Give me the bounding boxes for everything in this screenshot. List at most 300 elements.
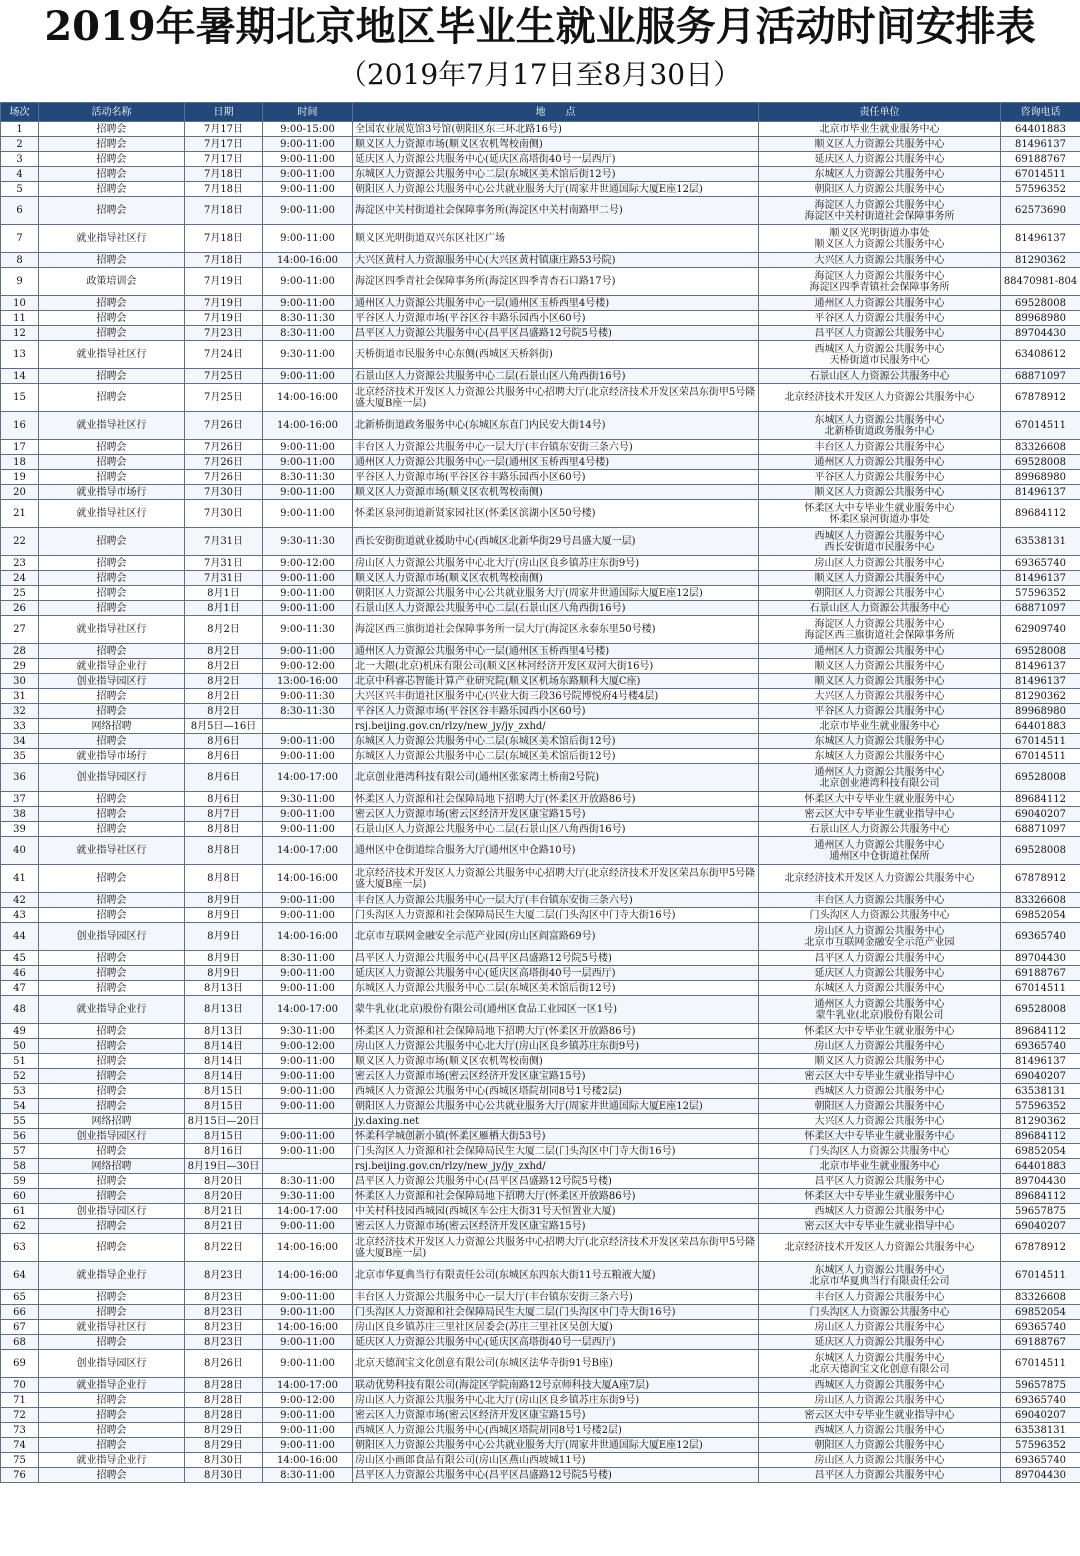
table-row — [1, 571, 1080, 586]
responsible-unit: 房山区人力资源公共服务中心 北京市互联网金融安全示范产业园 — [759, 923, 1001, 951]
responsible-unit: 房山区人力资源公共服务中心 — [759, 1453, 1001, 1468]
event-date: 8月19日—30日 — [185, 1159, 263, 1174]
activity-name: 创业指导园区行 — [39, 764, 185, 792]
session-number: 31 — [1, 689, 39, 704]
event-date: 8月15日 — [185, 1129, 263, 1144]
responsible-unit: 西城区人力资源公共服务中心 天桥街道市民服务中心 — [759, 341, 1001, 369]
responsible-unit: 朝阳区人力资源公共服务中心 — [759, 586, 1001, 601]
contact-phone: 67014511 — [1001, 981, 1080, 996]
session-number: 2 — [1, 137, 39, 152]
event-time: 8:30-11:00 — [263, 1174, 353, 1189]
session-number: 71 — [1, 1393, 39, 1408]
activity-name: 招聘会 — [39, 689, 185, 704]
event-time: 14:00-17:00 — [263, 1204, 353, 1219]
session-number: 66 — [1, 1305, 39, 1320]
table-row — [1, 268, 1080, 296]
event-time: 9:00-11:00 — [263, 601, 353, 616]
activity-name: 招聘会 — [39, 1423, 185, 1438]
event-time: 9:00-11:00 — [263, 296, 353, 311]
session-number: 62 — [1, 1219, 39, 1234]
responsible-unit: 门头沟区人力资源公共服务中心 — [759, 1144, 1001, 1159]
activity-name: 招聘会 — [39, 1438, 185, 1453]
table-row — [1, 197, 1080, 225]
session-number: 19 — [1, 470, 39, 485]
location: 平谷区人力资源市场(平谷区谷丰路乐园西小区60号) — [353, 470, 759, 485]
activity-name: 就业指导社区行 — [39, 616, 185, 644]
location: 平谷区人力资源市场(平谷区谷丰路乐园西小区60号) — [353, 704, 759, 719]
location: 通州区人力资源公共服务中心一层(通州区玉桥西里4号楼) — [353, 644, 759, 659]
contact-phone: 67014511 — [1001, 412, 1080, 440]
location: 丰台区人力资源公共服务中心一层大厅(丰台镇东安街三条六号) — [353, 1290, 759, 1305]
event-date: 8月1日 — [185, 601, 263, 616]
table-row — [1, 616, 1080, 644]
activity-name: 就业指导社区行 — [39, 837, 185, 865]
location: 大兴区黄村人力资源服务中心(大兴区黄村镇康庄路53号院) — [353, 253, 759, 268]
activity-name: 网络招聘 — [39, 1114, 185, 1129]
event-date: 7月18日 — [185, 253, 263, 268]
event-date: 8月28日 — [185, 1408, 263, 1423]
location: 昌平区人力资源公共服务中心(昌平区昌盛路12号院5号楼) — [353, 951, 759, 966]
location: 房山区人力资源公共服务中心北大厅(房山区良乡镇苏庄东街9号) — [353, 1039, 759, 1054]
contact-phone: 69365740 — [1001, 556, 1080, 571]
responsible-unit: 顺义区人力资源公共服务中心 — [759, 485, 1001, 500]
session-number: 56 — [1, 1129, 39, 1144]
event-time: 9:00-11:00 — [263, 268, 353, 296]
contact-phone: 57596352 — [1001, 1099, 1080, 1114]
activity-name: 招聘会 — [39, 528, 185, 556]
contact-phone: 69188767 — [1001, 1335, 1080, 1350]
table-row — [1, 822, 1080, 837]
table-row — [1, 528, 1080, 556]
location: 昌平区人力资源公共服务中心(昌平区昌盛路12号院5号楼) — [353, 326, 759, 341]
event-date: 7月30日 — [185, 500, 263, 528]
activity-name: 招聘会 — [39, 1335, 185, 1350]
activity-name: 招聘会 — [39, 1054, 185, 1069]
event-date: 7月19日 — [185, 296, 263, 311]
activity-name: 招聘会 — [39, 326, 185, 341]
table-row — [1, 440, 1080, 455]
location: 北京经济技术开发区人力资源公共服务中心招聘大厅(北京经济技术开发区荣昌东街甲5号隆盛大厦B座一层) — [353, 1234, 759, 1262]
event-time: 14:00-17:00 — [263, 996, 353, 1024]
location: 中关村科技园西城园(西城区车公庄大街31号天恒置业大厦) — [353, 1204, 759, 1219]
contact-phone: 69852054 — [1001, 1144, 1080, 1159]
location: 北京市互联网金融安全示范产业园(房山区阎富路69号) — [353, 923, 759, 951]
event-date: 7月18日 — [185, 225, 263, 253]
location: 房山区良乡镇苏庄三里社区居委会(苏庄三里社区吴创大厦) — [353, 1320, 759, 1335]
event-date: 8月20日 — [185, 1174, 263, 1189]
responsible-unit: 朝阳区人力资源公共服务中心 — [759, 1438, 1001, 1453]
activity-name: 就业指导企业行 — [39, 1453, 185, 1468]
responsible-unit: 顺义区人力资源公共服务中心 — [759, 137, 1001, 152]
event-time: 14:00-17:00 — [263, 1378, 353, 1393]
event-time: 9:00-11:00 — [263, 981, 353, 996]
event-time — [263, 1114, 353, 1129]
responsible-unit: 北京经济技术开发区人力资源公共服务中心 — [759, 1234, 1001, 1262]
contact-phone: 69528008 — [1001, 764, 1080, 792]
location: jy.daxing.net — [353, 1114, 759, 1129]
event-time: 9:30-11:00 — [263, 792, 353, 807]
activity-name: 招聘会 — [39, 369, 185, 384]
activity-name: 招聘会 — [39, 440, 185, 455]
location: 通州区人力资源公共服务中心一层(通州区玉桥西里4号楼) — [353, 455, 759, 470]
event-date: 7月18日 — [185, 182, 263, 197]
responsible-unit: 平谷区人力资源公共服务中心 — [759, 704, 1001, 719]
session-number: 27 — [1, 616, 39, 644]
event-time: 9:00-11:00 — [263, 571, 353, 586]
event-date: 8月20日 — [185, 1189, 263, 1204]
event-time: 14:00-16:00 — [263, 412, 353, 440]
event-time: 9:00-11:00 — [263, 1438, 353, 1453]
event-date: 7月25日 — [185, 384, 263, 412]
responsible-unit: 房山区人力资源公共服务中心 — [759, 1393, 1001, 1408]
event-date: 8月6日 — [185, 764, 263, 792]
location: 西城区人力资源公共服务中心(西城区塔院胡同8号1号楼2层) — [353, 1084, 759, 1099]
location: 平谷区人力资源市场(平谷区谷丰路乐园西小区60号) — [353, 311, 759, 326]
contact-phone: 69528008 — [1001, 455, 1080, 470]
event-date: 8月8日 — [185, 865, 263, 893]
session-number: 76 — [1, 1468, 39, 1483]
activity-name: 招聘会 — [39, 311, 185, 326]
activity-name: 就业指导社区行 — [39, 225, 185, 253]
location: 门头沟区人力资源和社会保障局民生大厦二层(门头沟区中门寺大街16号) — [353, 1144, 759, 1159]
event-date: 8月15日 — [185, 1084, 263, 1099]
event-time: 9:00-11:00 — [263, 369, 353, 384]
contact-phone: 69365740 — [1001, 1393, 1080, 1408]
responsible-unit: 顺义区光明街道办事处 顺义区人力资源公共服务中心 — [759, 225, 1001, 253]
location: 顺义区人力资源市场(顺义区农机驾校南侧) — [353, 137, 759, 152]
responsible-unit: 昌平区人力资源公共服务中心 — [759, 326, 1001, 341]
contact-phone: 69188767 — [1001, 152, 1080, 167]
event-date: 8月9日 — [185, 893, 263, 908]
activity-name: 招聘会 — [39, 1305, 185, 1320]
session-number: 13 — [1, 341, 39, 369]
contact-phone: 68871097 — [1001, 369, 1080, 384]
activity-name: 招聘会 — [39, 1099, 185, 1114]
event-time: 13:00-16:00 — [263, 674, 353, 689]
event-date: 8月9日 — [185, 923, 263, 951]
event-time: 8:30-11:30 — [263, 470, 353, 485]
table-row — [1, 500, 1080, 528]
column-header: 活动名称 — [39, 103, 185, 122]
event-date: 7月25日 — [185, 369, 263, 384]
contact-phone: 67014511 — [1001, 734, 1080, 749]
table-row — [1, 792, 1080, 807]
event-date: 8月6日 — [185, 734, 263, 749]
session-number: 37 — [1, 792, 39, 807]
column-header: 日期 — [185, 103, 263, 122]
event-date: 7月31日 — [185, 556, 263, 571]
activity-name: 招聘会 — [39, 455, 185, 470]
location: 延庆区人力资源公共服务中心(延庆区高塔街40号一层西厅) — [353, 1335, 759, 1350]
contact-phone: 69040207 — [1001, 1219, 1080, 1234]
event-time: 9:00-12:00 — [263, 1039, 353, 1054]
event-time: 9:00-11:00 — [263, 500, 353, 528]
event-time: 9:00-11:00 — [263, 1099, 353, 1114]
responsible-unit: 昌平区人力资源公共服务中心 — [759, 951, 1001, 966]
responsible-unit: 密云区大中专毕业生就业指导中心 — [759, 1069, 1001, 1084]
session-number: 40 — [1, 837, 39, 865]
event-time: 8:30-11:30 — [263, 311, 353, 326]
event-time: 9:00-11:00 — [263, 586, 353, 601]
table-row — [1, 326, 1080, 341]
contact-phone: 69365740 — [1001, 1320, 1080, 1335]
location: 顺义区光明街道双兴东区社区广场 — [353, 225, 759, 253]
location: 怀柔区人力资源和社会保障局地下招聘大厅(怀柔区开放路86号) — [353, 1024, 759, 1039]
activity-name: 招聘会 — [39, 1084, 185, 1099]
responsible-unit: 通州区人力资源公共服务中心 北京创业港湾科技有限公司 — [759, 764, 1001, 792]
location: 密云区人力资源市场(密云区经济开发区康宝路15号) — [353, 807, 759, 822]
session-number: 48 — [1, 996, 39, 1024]
contact-phone: 68871097 — [1001, 601, 1080, 616]
contact-phone: 81496137 — [1001, 485, 1080, 500]
activity-name: 招聘会 — [39, 1144, 185, 1159]
responsible-unit: 海淀区人力资源公共服务中心 海淀区西三旗街道社会保障事务所 — [759, 616, 1001, 644]
activity-name: 招聘会 — [39, 734, 185, 749]
event-time: 9:00-11:00 — [263, 1144, 353, 1159]
session-number: 32 — [1, 704, 39, 719]
session-number: 75 — [1, 1453, 39, 1468]
event-date: 8月16日 — [185, 1144, 263, 1159]
location: 丰台区人力资源公共服务中心一层大厅(丰台镇东安街三条六号) — [353, 893, 759, 908]
table-row — [1, 167, 1080, 182]
location: 石景山区人力资源公共服务中心二层(石景山区八角西街16号) — [353, 601, 759, 616]
activity-name: 招聘会 — [39, 807, 185, 822]
responsible-unit: 怀柔区大中专毕业生就业服务中心 — [759, 1189, 1001, 1204]
session-number: 36 — [1, 764, 39, 792]
session-number: 28 — [1, 644, 39, 659]
activity-name: 招聘会 — [39, 182, 185, 197]
contact-phone: 69188767 — [1001, 966, 1080, 981]
event-date: 7月26日 — [185, 470, 263, 485]
table-row — [1, 689, 1080, 704]
location: 石景山区人力资源公共服务中心二层(石景山区八角西街16号) — [353, 822, 759, 837]
table-row — [1, 1262, 1080, 1290]
event-date: 8月2日 — [185, 616, 263, 644]
session-number: 6 — [1, 197, 39, 225]
activity-name: 招聘会 — [39, 167, 185, 182]
location: 全国农业展览馆3号馆(朝阳区东三环北路16号) — [353, 122, 759, 137]
location: 北京中科睿芯智能计算产业研究院(顺义区机场东路顺科大厦C座) — [353, 674, 759, 689]
table-row — [1, 996, 1080, 1024]
contact-phone: 57596352 — [1001, 1438, 1080, 1453]
event-time: 9:00-11:00 — [263, 225, 353, 253]
responsible-unit: 北京市毕业生就业服务中心 — [759, 122, 1001, 137]
responsible-unit: 石景山区人力资源公共服务中心 — [759, 369, 1001, 384]
table-row — [1, 1144, 1080, 1159]
contact-phone: 64401883 — [1001, 1159, 1080, 1174]
session-number: 74 — [1, 1438, 39, 1453]
event-time: 9:00-11:00 — [263, 1290, 353, 1305]
location: 昌平区人力资源公共服务中心(昌平区昌盛路12号院5号楼) — [353, 1468, 759, 1483]
activity-name: 招聘会 — [39, 951, 185, 966]
event-date: 7月18日 — [185, 167, 263, 182]
location: 顺义区人力资源市场(顺义区农机驾校南侧) — [353, 485, 759, 500]
session-number: 41 — [1, 865, 39, 893]
schedule-table — [0, 102, 1080, 1483]
event-time: 9:00-12:00 — [263, 659, 353, 674]
responsible-unit: 怀柔区大中专毕业生就业服务中心 怀柔区泉河街道办事处 — [759, 500, 1001, 528]
location: 通州区中仓街道综合服务大厅(通州区中仓路10号) — [353, 837, 759, 865]
event-date: 8月29日 — [185, 1438, 263, 1453]
responsible-unit: 东城区人力资源公共服务中心 北京市华夏典当行有限责任公司 — [759, 1262, 1001, 1290]
event-time: 14:00-16:00 — [263, 384, 353, 412]
activity-name: 招聘会 — [39, 865, 185, 893]
table-row — [1, 601, 1080, 616]
table-row — [1, 122, 1080, 137]
location: 密云区人力资源市场(密云区经济开发区康宝路15号) — [353, 1069, 759, 1084]
location: 蒙牛乳业(北京)股份有限公司(通州区食品工业园区一区1号) — [353, 996, 759, 1024]
responsible-unit: 北京经济技术开发区人力资源公共服务中心 — [759, 865, 1001, 893]
location: rsj.beijing.gov.cn/rlzy/new_jy/jy_zxhd/ — [353, 719, 759, 734]
contact-phone: 81290362 — [1001, 689, 1080, 704]
contact-phone: 89704430 — [1001, 326, 1080, 341]
event-time: 8:30-11:00 — [263, 1468, 353, 1483]
table-row — [1, 981, 1080, 996]
contact-phone: 69528008 — [1001, 996, 1080, 1024]
session-number: 57 — [1, 1144, 39, 1159]
event-date: 8月15日 — [185, 1099, 263, 1114]
contact-phone: 83326608 — [1001, 440, 1080, 455]
session-number: 39 — [1, 822, 39, 837]
event-time: 8:30-11:00 — [263, 951, 353, 966]
activity-name: 招聘会 — [39, 704, 185, 719]
location: 北京市华夏典当行有限责任公司(东城区东四东大街11号五粮液大厦) — [353, 1262, 759, 1290]
session-number: 38 — [1, 807, 39, 822]
table-row — [1, 951, 1080, 966]
session-number: 30 — [1, 674, 39, 689]
column-header: 责任单位 — [759, 103, 1001, 122]
responsible-unit: 丰台区人力资源公共服务中心 — [759, 440, 1001, 455]
contact-phone: 89684112 — [1001, 1189, 1080, 1204]
session-number: 44 — [1, 923, 39, 951]
session-number: 17 — [1, 440, 39, 455]
event-date: 8月9日 — [185, 966, 263, 981]
event-date: 8月8日 — [185, 822, 263, 837]
column-header: 时间 — [263, 103, 353, 122]
table-row — [1, 1423, 1080, 1438]
activity-name: 创业指导园区行 — [39, 1350, 185, 1378]
event-date: 8月28日 — [185, 1378, 263, 1393]
activity-name: 招聘会 — [39, 1069, 185, 1084]
location: 西城区人力资源公共服务中心(西城区塔院胡同8号1号楼2层) — [353, 1423, 759, 1438]
responsible-unit: 顺义区人力资源公共服务中心 — [759, 674, 1001, 689]
responsible-unit: 通州区人力资源公共服务中心 通州区中仓街道社保所 — [759, 837, 1001, 865]
table-row — [1, 412, 1080, 440]
event-date: 8月15日—20日 — [185, 1114, 263, 1129]
contact-phone: 81496137 — [1001, 571, 1080, 586]
activity-name: 招聘会 — [39, 981, 185, 996]
session-number: 25 — [1, 586, 39, 601]
location: 门头沟区人力资源和社会保障局民生大厦二层(门头沟区中门寺大街16号) — [353, 1305, 759, 1320]
event-date: 8月23日 — [185, 1320, 263, 1335]
activity-name: 招聘会 — [39, 1468, 185, 1483]
contact-phone: 62573690 — [1001, 197, 1080, 225]
event-time: 9:00-11:00 — [263, 1408, 353, 1423]
table-row — [1, 1408, 1080, 1423]
activity-name: 招聘会 — [39, 601, 185, 616]
session-number: 60 — [1, 1189, 39, 1204]
contact-phone: 67014511 — [1001, 1262, 1080, 1290]
location: 天桥街道市民服务中心东侧(西城区天桥斜街) — [353, 341, 759, 369]
activity-name: 创业指导园区行 — [39, 674, 185, 689]
table-row — [1, 807, 1080, 822]
responsible-unit: 延庆区人力资源公共服务中心 — [759, 1335, 1001, 1350]
session-number: 52 — [1, 1069, 39, 1084]
event-time: 9:00-11:00 — [263, 440, 353, 455]
location: 通州区人力资源公共服务中心一层(通州区玉桥西里4号楼) — [353, 296, 759, 311]
event-date: 7月31日 — [185, 528, 263, 556]
session-number: 49 — [1, 1024, 39, 1039]
contact-phone: 81496137 — [1001, 137, 1080, 152]
session-number: 69 — [1, 1350, 39, 1378]
table-row — [1, 1069, 1080, 1084]
contact-phone: 89704430 — [1001, 951, 1080, 966]
table-row — [1, 837, 1080, 865]
table-row — [1, 923, 1080, 951]
responsible-unit: 昌平区人力资源公共服务中心 — [759, 1174, 1001, 1189]
activity-name: 创业指导园区行 — [39, 1204, 185, 1219]
responsible-unit: 大兴区人力资源公共服务中心 — [759, 689, 1001, 704]
responsible-unit: 大兴区人力资源公共服务中心 — [759, 253, 1001, 268]
session-number: 4 — [1, 167, 39, 182]
event-time — [263, 1159, 353, 1174]
contact-phone: 81290362 — [1001, 253, 1080, 268]
table-row — [1, 384, 1080, 412]
table-row — [1, 137, 1080, 152]
responsible-unit: 房山区人力资源公共服务中心 — [759, 556, 1001, 571]
event-time: 9:00-11:00 — [263, 1219, 353, 1234]
location: 房山区小画郎食品有限公司(房山区燕山西坡城11号) — [353, 1453, 759, 1468]
contact-phone: 81496137 — [1001, 659, 1080, 674]
event-time: 9:00-12:00 — [263, 1393, 353, 1408]
event-date: 7月17日 — [185, 152, 263, 167]
activity-name: 网络招聘 — [39, 1159, 185, 1174]
event-time: 9:30-11:00 — [263, 1024, 353, 1039]
activity-name: 网络招聘 — [39, 719, 185, 734]
responsible-unit: 石景山区人力资源公共服务中心 — [759, 822, 1001, 837]
location: rsj.beijing.gov.cn/rlzy/new_jy/jy_zxhd/ — [353, 1159, 759, 1174]
location: 朝阳区人力资源公共服务中心公共就业服务大厅(周家井世通国际大厦E座12层) — [353, 1438, 759, 1453]
responsible-unit: 延庆区人力资源公共服务中心 — [759, 966, 1001, 981]
event-time: 9:30-11:00 — [263, 1189, 353, 1204]
event-date: 8月14日 — [185, 1039, 263, 1054]
event-date: 7月17日 — [185, 122, 263, 137]
contact-phone: 88470981-804 — [1001, 268, 1080, 296]
event-time: 9:00-11:00 — [263, 1335, 353, 1350]
event-date: 8月2日 — [185, 689, 263, 704]
event-time: 14:00-16:00 — [263, 1320, 353, 1335]
table-row — [1, 455, 1080, 470]
event-date: 7月26日 — [185, 440, 263, 455]
column-header: 地 点 — [353, 103, 759, 122]
event-date: 8月1日 — [185, 586, 263, 601]
session-number: 10 — [1, 296, 39, 311]
responsible-unit: 通州区人力资源公共服务中心 — [759, 455, 1001, 470]
event-time: 9:30-11:00 — [263, 341, 353, 369]
event-time: 14:00-17:00 — [263, 837, 353, 865]
session-number: 72 — [1, 1408, 39, 1423]
event-date: 7月24日 — [185, 341, 263, 369]
event-time: 14:00-16:00 — [263, 923, 353, 951]
event-date: 8月23日 — [185, 1262, 263, 1290]
event-time: 9:00-11:00 — [263, 1069, 353, 1084]
contact-phone: 67014511 — [1001, 749, 1080, 764]
activity-name: 招聘会 — [39, 893, 185, 908]
location: 昌平区人力资源公共服务中心(昌平区昌盛路12号院5号楼) — [353, 1174, 759, 1189]
event-date: 8月23日 — [185, 1305, 263, 1320]
contact-phone: 67878912 — [1001, 384, 1080, 412]
table-row — [1, 1024, 1080, 1039]
